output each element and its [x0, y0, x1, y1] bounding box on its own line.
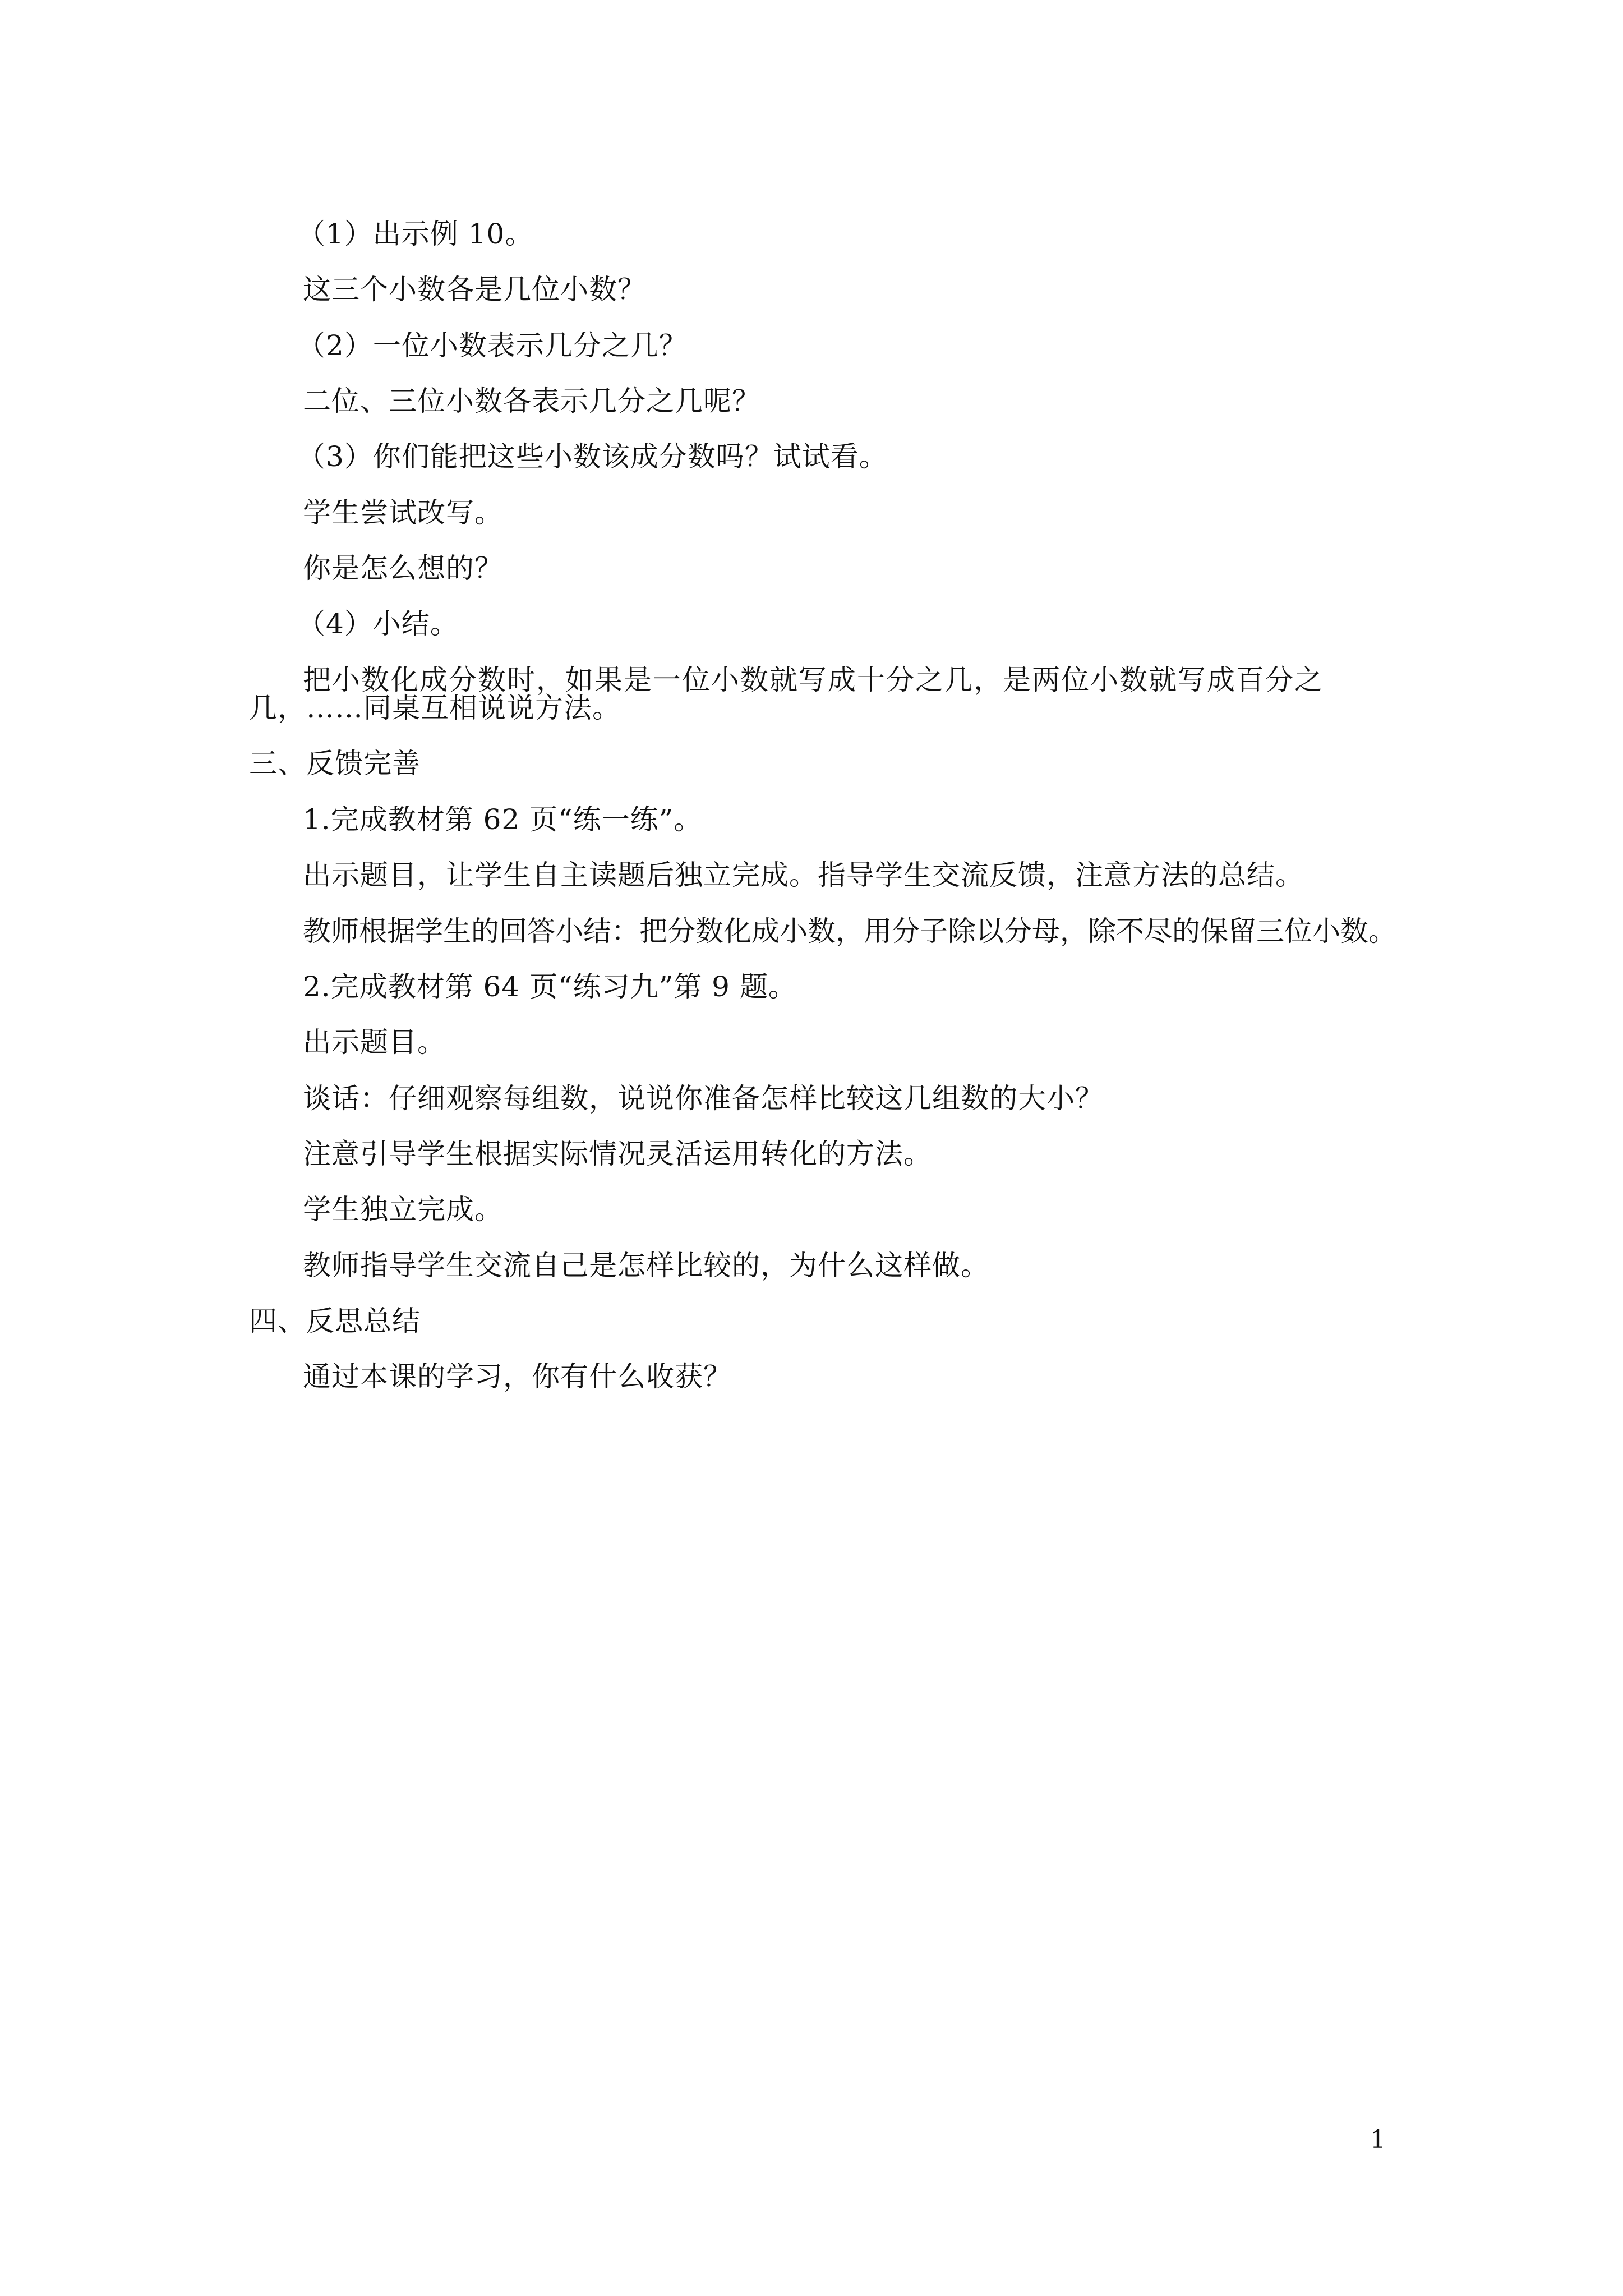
page-number: 1: [1370, 2125, 1386, 2154]
paragraph-line: 把小数化成分数时，如果是一位小数就写成十分之几，是两位小数就写成百分之: [303, 664, 1324, 696]
paragraph-line: 教师根据学生的回答小结：把分数化成小数，用分子除以分母，除不尽的保留三位小数。: [303, 915, 1396, 947]
section-heading: 四、反思总结: [249, 1305, 421, 1337]
paragraph-line: 这三个小数各是几位小数？: [303, 273, 646, 306]
paragraph-line: 学生尝试改写。: [303, 496, 503, 529]
paragraph-line: （2）一位小数表示几分之几？: [297, 329, 688, 362]
paragraph-line: 通过本课的学习，你有什么收获？: [303, 1360, 732, 1393]
paragraph-line: 注意引导学生根据实际情况灵活运用转化的方法。: [303, 1138, 932, 1170]
paragraph-line: 教师指导学生交流自己是怎样比较的，为什么这样做。: [303, 1249, 989, 1282]
paragraph-line: 2.完成教材第 64 页“练习九”第 9 题。: [303, 970, 797, 1003]
paragraph-line: （4）小结。: [297, 608, 459, 640]
paragraph-line: （1）出示例 10。: [297, 218, 534, 250]
paragraph-line: 谈话：仔细观察每组数，说说你准备怎样比较这几组数的大小？: [303, 1082, 1104, 1115]
paragraph-line: 二位、三位小数各表示几分之几呢？: [303, 385, 760, 417]
paragraph-line: 1.完成教材第 62 页“练一练”。: [303, 803, 703, 836]
paragraph-line: 你是怎么想的？: [303, 552, 503, 585]
paragraph-line: （3）你们能把这些小数该成分数吗？试试看。: [297, 440, 888, 473]
paragraph-line: 出示题目。: [303, 1026, 446, 1059]
paragraph-line: 出示题目，让学生自主读题后独立完成。指导学生交流反馈，注意方法的总结。: [303, 859, 1304, 891]
paragraph-line: 学生独立完成。: [303, 1193, 503, 1226]
paragraph-line-continued: 几，……同桌互相说说方法。: [249, 692, 621, 724]
section-heading: 三、反馈完善: [249, 747, 421, 780]
